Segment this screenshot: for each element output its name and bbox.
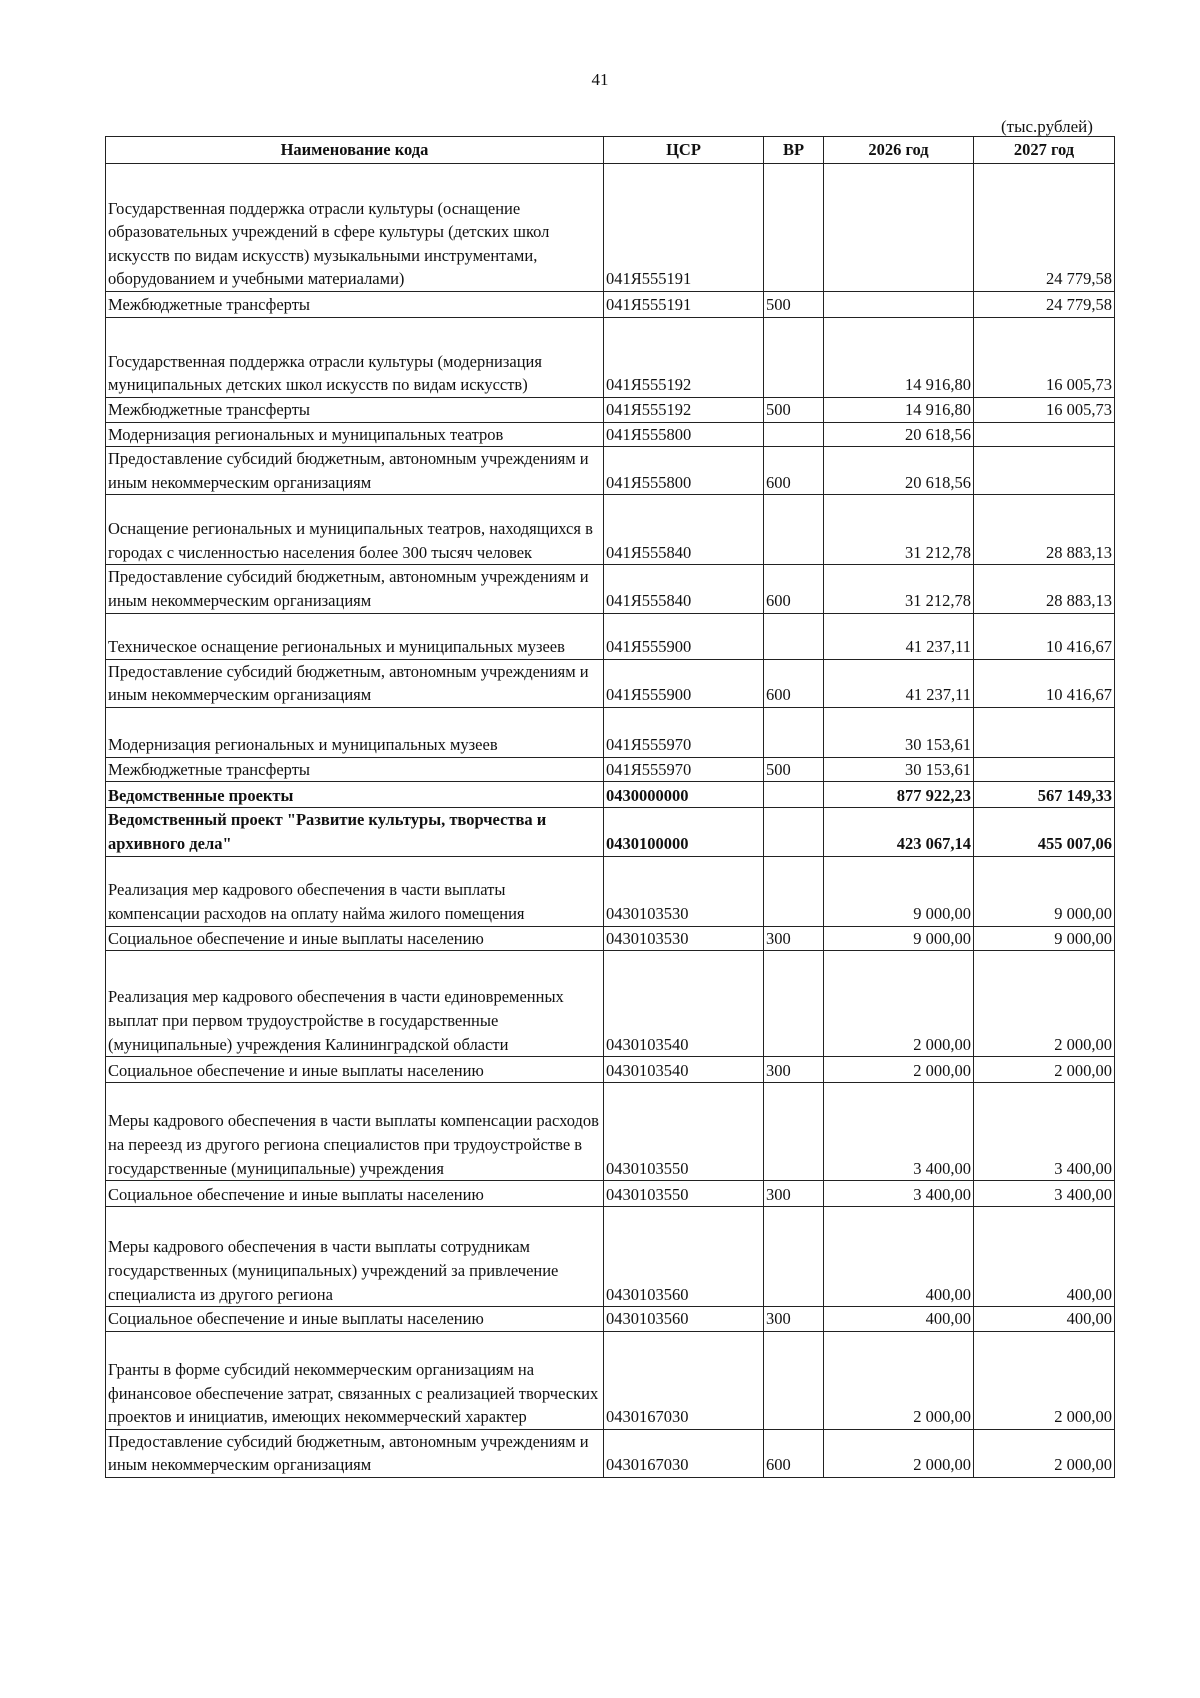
row-name: Государственная поддержка отрасли культуры (оснащение образовательных учреждений в сфере культуры (детских школ искусств по видам искусств) музыкальными инструментами, оборудованием и учебными материалами) — [106, 164, 604, 292]
table-row — [106, 1331, 1115, 1429]
row-vr — [764, 707, 824, 757]
table-row — [106, 782, 1115, 808]
row-amount-2026: 2 000,00 — [824, 1429, 974, 1477]
row-vr: 300 — [764, 1307, 824, 1332]
row-amount-2026: 31 212,78 — [824, 565, 974, 613]
table-row — [106, 1307, 1115, 1332]
table-row — [106, 757, 1115, 782]
row-amount-2026: 877 922,23 — [824, 782, 974, 808]
row-amount-2026: 14 916,80 — [824, 318, 974, 398]
row-amount-2026: 20 618,56 — [824, 447, 974, 495]
row-amount-2027: 9 000,00 — [974, 926, 1115, 951]
header-csr: ЦСР — [604, 137, 764, 164]
row-amount-2026: 30 153,61 — [824, 757, 974, 782]
row-name: Ведомственный проект "Развитие культуры, творчества и архивного дела" — [106, 808, 604, 856]
row-csr: 041Я555840 — [604, 565, 764, 613]
row-vr — [764, 422, 824, 447]
row-name: Меры кадрового обеспечения в части выплаты сотрудникам государственных (муниципальных) учреждений за привлечение специалиста из другого региона — [106, 1207, 604, 1307]
table-row — [106, 1207, 1115, 1307]
row-csr: 0430103540 — [604, 1057, 764, 1083]
row-amount-2027: 2 000,00 — [974, 1429, 1115, 1477]
row-amount-2027: 28 883,13 — [974, 565, 1115, 613]
row-amount-2027: 400,00 — [974, 1307, 1115, 1332]
row-name: Оснащение региональных и муниципальных театров, находящихся в городах с численностью населения более 300 тысяч человек — [106, 495, 604, 565]
row-csr: 0430000000 — [604, 782, 764, 808]
row-amount-2027: 28 883,13 — [974, 495, 1115, 565]
row-name: Ведомственные проекты — [106, 782, 604, 808]
row-name: Предоставление субсидий бюджетным, автономным учреждениям и иным некоммерческим организациям — [106, 1429, 604, 1477]
row-csr: 041Я555900 — [604, 613, 764, 659]
row-amount-2027: 567 149,33 — [974, 782, 1115, 808]
row-name: Предоставление субсидий бюджетным, автономным учреждениям и иным некоммерческим организациям — [106, 565, 604, 613]
row-csr: 0430103530 — [604, 926, 764, 951]
row-csr: 041Я555800 — [604, 447, 764, 495]
row-vr: 500 — [764, 292, 824, 318]
row-csr: 0430103530 — [604, 856, 764, 926]
table-row — [106, 659, 1115, 707]
table-row — [106, 422, 1115, 447]
row-csr: 041Я555840 — [604, 495, 764, 565]
row-amount-2026 — [824, 292, 974, 318]
row-csr: 041Я555191 — [604, 164, 764, 292]
row-name: Модернизация региональных и муниципальных музеев — [106, 707, 604, 757]
row-csr: 041Я555970 — [604, 707, 764, 757]
row-csr: 041Я555192 — [604, 318, 764, 398]
row-amount-2027: 9 000,00 — [974, 856, 1115, 926]
row-name: Межбюджетные трансферты — [106, 757, 604, 782]
row-name: Реализация мер кадрового обеспечения в части выплаты компенсации расходов на оплату найма жилого помещения — [106, 856, 604, 926]
row-amount-2026: 31 212,78 — [824, 495, 974, 565]
row-amount-2026: 14 916,80 — [824, 398, 974, 423]
row-name: Предоставление субсидий бюджетным, автономным учреждениям и иным некоммерческим организациям — [106, 447, 604, 495]
row-csr: 041Я555800 — [604, 422, 764, 447]
row-amount-2027: 16 005,73 — [974, 398, 1115, 423]
row-amount-2027: 400,00 — [974, 1207, 1115, 1307]
row-name: Социальное обеспечение и иные выплаты населению — [106, 926, 604, 951]
table-row — [106, 1057, 1115, 1083]
table-row — [106, 1083, 1115, 1181]
row-csr: 0430100000 — [604, 808, 764, 856]
row-amount-2027 — [974, 447, 1115, 495]
header-name: Наименование кода — [106, 137, 604, 164]
table-row — [106, 447, 1115, 495]
row-csr: 0430103560 — [604, 1207, 764, 1307]
row-amount-2026: 9 000,00 — [824, 856, 974, 926]
budget-table — [105, 136, 1115, 1478]
row-amount-2027: 16 005,73 — [974, 318, 1115, 398]
row-vr: 300 — [764, 1057, 824, 1083]
row-name: Техническое оснащение региональных и муниципальных музеев — [106, 613, 604, 659]
table-row — [106, 292, 1115, 318]
table-row — [106, 926, 1115, 951]
row-csr: 0430167030 — [604, 1429, 764, 1477]
table-row — [106, 318, 1115, 398]
row-name: Социальное обеспечение и иные выплаты населению — [106, 1181, 604, 1207]
row-amount-2027 — [974, 707, 1115, 757]
row-csr: 0430103560 — [604, 1307, 764, 1332]
row-name: Модернизация региональных и муниципальных театров — [106, 422, 604, 447]
row-amount-2027: 10 416,67 — [974, 613, 1115, 659]
row-amount-2027: 3 400,00 — [974, 1083, 1115, 1181]
row-name: Гранты в форме субсидий некоммерческим организациям на финансовое обеспечение затрат, связанных с реализацией творческих проектов и инициатив, имеющих некоммерческий характер — [106, 1331, 604, 1429]
row-amount-2026: 423 067,14 — [824, 808, 974, 856]
table-row — [106, 495, 1115, 565]
table-row — [106, 808, 1115, 856]
row-amount-2026: 400,00 — [824, 1307, 974, 1332]
row-amount-2027: 3 400,00 — [974, 1181, 1115, 1207]
table-row — [106, 164, 1115, 292]
header-2027: 2027 год — [974, 137, 1115, 164]
row-amount-2026: 41 237,11 — [824, 613, 974, 659]
row-vr: 500 — [764, 757, 824, 782]
page-number: 41 — [591, 70, 609, 89]
row-name: Предоставление субсидий бюджетным, автономным учреждениям и иным некоммерческим организациям — [106, 659, 604, 707]
table-row — [106, 951, 1115, 1057]
row-csr: 041Я555900 — [604, 659, 764, 707]
row-name: Межбюджетные трансферты — [106, 398, 604, 423]
row-name: Государственная поддержка отрасли культуры (модернизация муниципальных детских школ искусств по видам искусств) — [106, 318, 604, 398]
table-row — [106, 856, 1115, 926]
row-amount-2026: 2 000,00 — [824, 1331, 974, 1429]
row-amount-2026: 400,00 — [824, 1207, 974, 1307]
row-name: Реализация мер кадрового обеспечения в части единовременных выплат при первом трудоустройстве в государственные (муниципальные) учреждения Калининградской области — [106, 951, 604, 1057]
row-amount-2026: 9 000,00 — [824, 926, 974, 951]
header-2026: 2026 год — [824, 137, 974, 164]
row-csr: 0430167030 — [604, 1331, 764, 1429]
row-amount-2027: 2 000,00 — [974, 1057, 1115, 1083]
row-amount-2027: 455 007,06 — [974, 808, 1115, 856]
row-name: Социальное обеспечение и иные выплаты населению — [106, 1307, 604, 1332]
row-amount-2027 — [974, 757, 1115, 782]
row-amount-2026: 3 400,00 — [824, 1083, 974, 1181]
table-row — [106, 565, 1115, 613]
row-name: Межбюджетные трансферты — [106, 292, 604, 318]
row-vr: 500 — [764, 398, 824, 423]
row-amount-2027: 2 000,00 — [974, 951, 1115, 1057]
table-header-row — [106, 137, 1115, 164]
row-vr: 300 — [764, 1181, 824, 1207]
row-amount-2026: 2 000,00 — [824, 951, 974, 1057]
table-row — [106, 1429, 1115, 1477]
row-vr: 600 — [764, 659, 824, 707]
row-vr — [764, 495, 824, 565]
row-name: Меры кадрового обеспечения в части выплаты компенсации расходов на переезд из другого региона специалистов при трудоустройстве в государственные (муниципальные) учреждения — [106, 1083, 604, 1181]
row-vr: 300 — [764, 926, 824, 951]
row-amount-2026: 41 237,11 — [824, 659, 974, 707]
row-amount-2026 — [824, 164, 974, 292]
table-body — [106, 164, 1115, 1478]
table-row — [106, 1181, 1115, 1207]
row-vr — [764, 782, 824, 808]
row-vr: 600 — [764, 1429, 824, 1477]
row-amount-2027 — [974, 422, 1115, 447]
row-csr: 041Я555970 — [604, 757, 764, 782]
units-label: (тыс.рублей) — [1001, 117, 1093, 136]
row-vr — [764, 1331, 824, 1429]
row-amount-2026: 20 618,56 — [824, 422, 974, 447]
row-amount-2027: 10 416,67 — [974, 659, 1115, 707]
row-vr — [764, 808, 824, 856]
table-row — [106, 613, 1115, 659]
row-amount-2026: 3 400,00 — [824, 1181, 974, 1207]
row-vr — [764, 1207, 824, 1307]
row-amount-2027: 24 779,58 — [974, 164, 1115, 292]
row-csr: 0430103540 — [604, 951, 764, 1057]
row-amount-2027: 2 000,00 — [974, 1331, 1115, 1429]
row-vr — [764, 164, 824, 292]
table-row — [106, 398, 1115, 423]
header-vr: ВР — [764, 137, 824, 164]
row-vr — [764, 318, 824, 398]
row-vr — [764, 856, 824, 926]
row-vr: 600 — [764, 447, 824, 495]
row-name: Социальное обеспечение и иные выплаты населению — [106, 1057, 604, 1083]
row-vr: 600 — [764, 565, 824, 613]
row-vr — [764, 951, 824, 1057]
row-vr — [764, 613, 824, 659]
row-amount-2027: 24 779,58 — [974, 292, 1115, 318]
row-csr: 0430103550 — [604, 1181, 764, 1207]
row-csr: 0430103550 — [604, 1083, 764, 1181]
row-amount-2026: 2 000,00 — [824, 1057, 974, 1083]
row-csr: 041Я555191 — [604, 292, 764, 318]
row-amount-2026: 30 153,61 — [824, 707, 974, 757]
table-row — [106, 707, 1115, 757]
row-csr: 041Я555192 — [604, 398, 764, 423]
row-vr — [764, 1083, 824, 1181]
